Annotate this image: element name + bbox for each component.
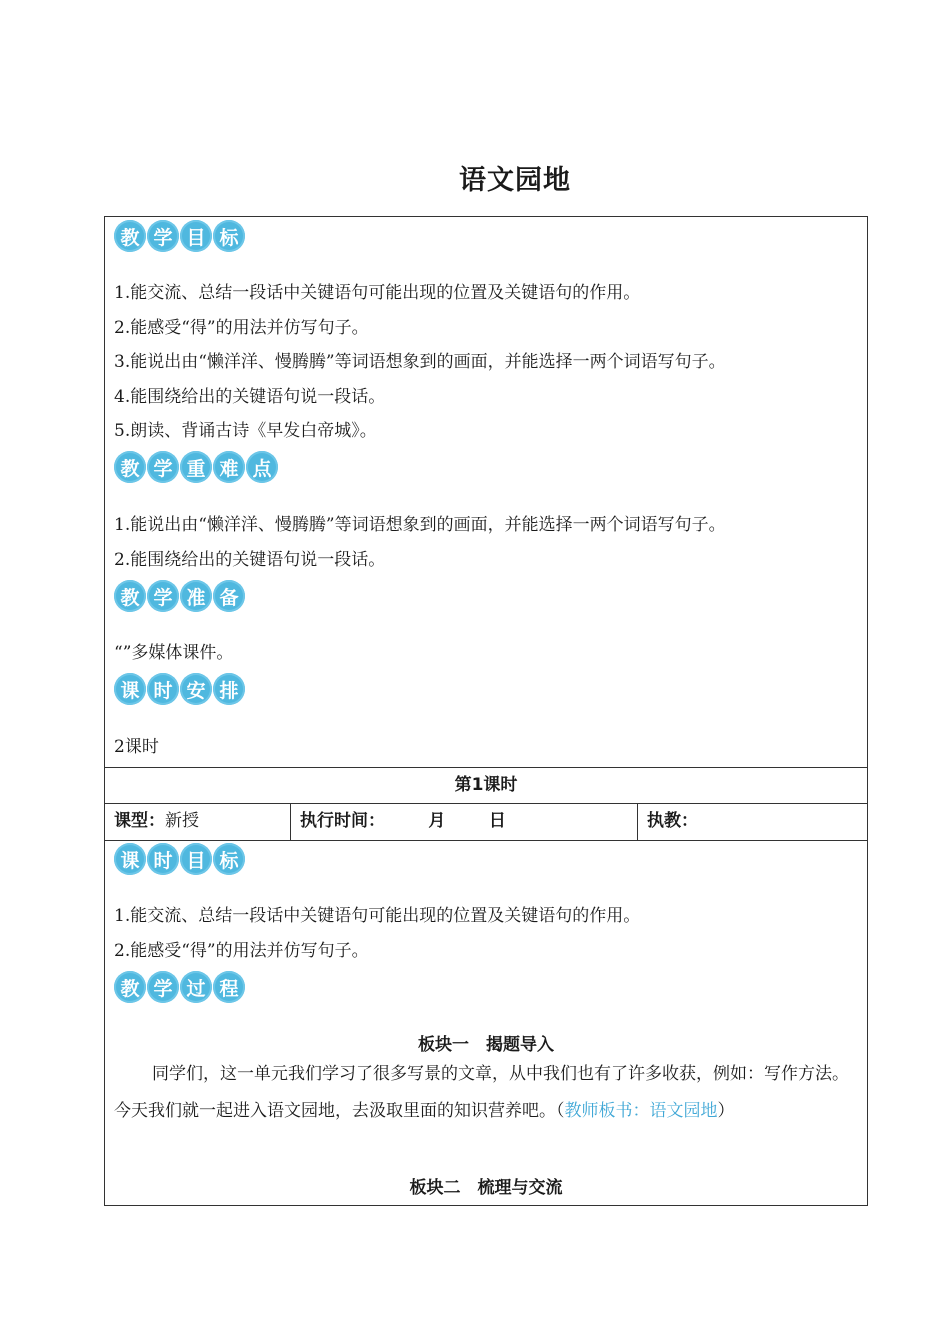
divider: [290, 803, 291, 840]
badge-char: 标: [213, 843, 245, 875]
badge-char: 时: [147, 673, 179, 705]
badge-char: 过: [180, 971, 212, 1003]
key-point-item: 1.能说出由“懒洋洋、慢腾腾”等词语想象到的画面，并能选择一两个词语写句子。: [114, 515, 726, 535]
section-badge-prep: [114, 580, 246, 612]
board-note: 教师板书：语文园地: [564, 1101, 718, 1121]
badge-char: 学: [147, 220, 179, 252]
badge-char: 学: [147, 580, 179, 612]
goal-item: 5.朗读、背诵古诗《早发白帝城》。: [114, 421, 377, 441]
section-badge-process: [114, 971, 246, 1003]
page-title: 语文园地: [459, 165, 571, 196]
badge-char: 教: [114, 220, 146, 252]
badge-char: 教: [114, 971, 146, 1003]
schedule-text: 2课时: [114, 737, 159, 757]
badge-char: 重: [180, 451, 212, 483]
badge-char: 准: [180, 580, 212, 612]
divider: [104, 767, 868, 768]
badge-char: 排: [213, 673, 245, 705]
lesson-goal-item: 1.能交流、总结一段话中关键语句可能出现的位置及关键语句的作用。: [114, 906, 641, 926]
badge-char: 教: [114, 580, 146, 612]
teacher-label: 执教：: [647, 811, 698, 831]
badge-char: 目: [180, 843, 212, 875]
lesson-type: [114, 806, 199, 831]
badge-char: 安: [180, 673, 212, 705]
execution-time: [300, 806, 506, 831]
badge-char: 课: [114, 673, 146, 705]
teacher: [647, 806, 698, 831]
lesson-header: 第1课时: [454, 775, 518, 795]
section-badge-lesson-goals: [114, 843, 246, 875]
block-one-text: 同学们，这一单元我们学习了很多写景的文章，从中我们也有了许多收获，例如：写作方法。今天我们就一起进入语文园地，去汲取里面的知识营养吧。（: [114, 1064, 849, 1121]
goal-item: 1.能交流、总结一段话中关键语句可能出现的位置及关键语句的作用。: [114, 283, 641, 303]
badge-char: 点: [246, 451, 278, 483]
goal-item: 3.能说出由“懒洋洋、慢腾腾”等词语想象到的画面，并能选择一两个词语写句子。: [114, 352, 726, 372]
goal-item: 2.能感受“得”的用法并仿写句子。: [114, 318, 369, 338]
key-point-item: 2.能围绕给出的关键语句说一段话。: [114, 550, 386, 570]
day-label: 日: [488, 811, 506, 831]
month-label: 月: [428, 811, 446, 831]
badge-char: 目: [180, 220, 212, 252]
badge-char: 程: [213, 971, 245, 1003]
badge-char: 备: [213, 580, 245, 612]
divider: [104, 803, 868, 804]
divider: [104, 840, 868, 841]
prep-text: “”多媒体课件。: [114, 643, 234, 663]
badge-char: 课: [114, 843, 146, 875]
execution-time-label: 执行时间：: [300, 811, 385, 831]
lesson-goal-item: 2.能感受“得”的用法并仿写句子。: [114, 941, 369, 961]
goal-item: 4.能围绕给出的关键语句说一段话。: [114, 387, 386, 407]
section-badge-schedule: [114, 673, 246, 705]
lesson-type-value: 新授: [165, 811, 199, 831]
divider: [637, 803, 638, 840]
block-two-title: 板块二 梳理与交流: [409, 1178, 563, 1198]
block-one-paragraph: [114, 1056, 850, 1130]
badge-char: 教: [114, 451, 146, 483]
lesson-type-label: 课型：: [114, 811, 165, 831]
badge-char: 时: [147, 843, 179, 875]
badge-char: 学: [147, 971, 179, 1003]
badge-char: 难: [213, 451, 245, 483]
badge-char: 标: [213, 220, 245, 252]
block-one-title: 板块一 揭题导入: [418, 1035, 554, 1055]
block-one-close: ）: [717, 1101, 735, 1121]
section-badge-key-points: [114, 451, 279, 483]
section-badge-goals: [114, 220, 246, 252]
badge-char: 学: [147, 451, 179, 483]
